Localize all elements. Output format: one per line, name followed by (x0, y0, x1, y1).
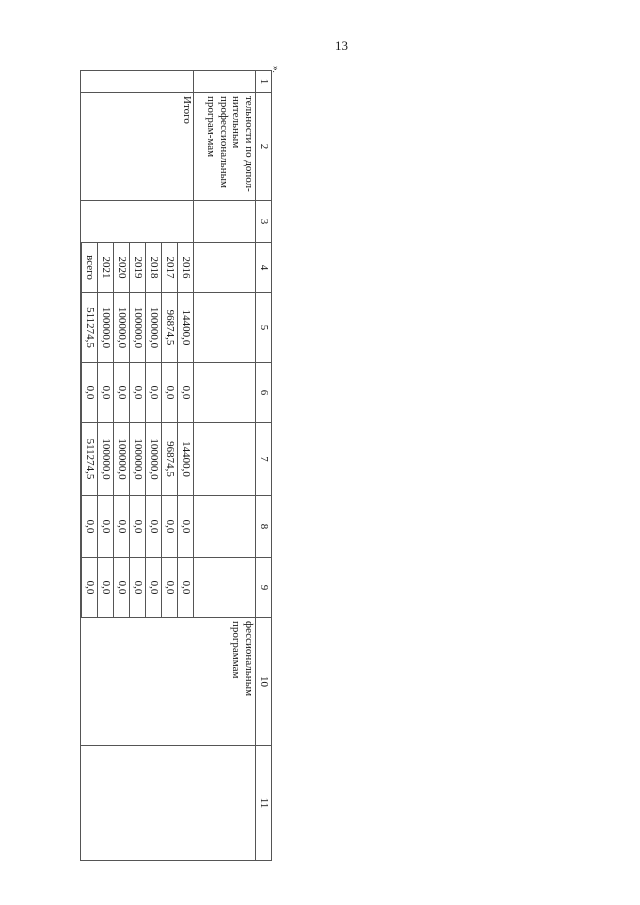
value-cell: 0,0 (130, 496, 146, 558)
page-number: 13 (335, 38, 348, 53)
value-cell: 0,0 (162, 558, 178, 618)
value-cell: 0,0 (178, 363, 194, 423)
total-label: Итого (81, 93, 194, 201)
value-cell: 100000,0 (114, 293, 130, 363)
value-cell: 0,0 (98, 558, 114, 618)
side-note: ». (271, 66, 281, 73)
col-number: 11 (256, 746, 272, 861)
value-cell: 0,0 (114, 363, 130, 423)
activity-description: тельности по допол-нительным профессиональным програм-мам (194, 93, 256, 201)
col-number: 3 (256, 201, 272, 243)
year-cell: 2021 (98, 243, 114, 293)
value-cell: 511274,5 (82, 423, 98, 496)
value-cell: 100000,0 (146, 293, 162, 363)
program-note: фессиональным программам (81, 618, 256, 746)
year-cell: 2017 (162, 243, 178, 293)
col-number: 1 (256, 71, 272, 93)
year-cell: 2016 (178, 243, 194, 293)
col-number: 9 (256, 558, 272, 618)
rotated-table-frame (83, 70, 272, 860)
value-cell: 100000,0 (98, 293, 114, 363)
col-number: 2 (256, 93, 272, 201)
value-cell: 100000,0 (130, 293, 146, 363)
col-number: 7 (256, 423, 272, 496)
value-cell: 96874,5 (162, 423, 178, 496)
value-cell: 0,0 (146, 496, 162, 558)
value-cell: 0,0 (114, 558, 130, 618)
value-cell: 0,0 (146, 363, 162, 423)
value-cell: 0,0 (130, 558, 146, 618)
value-cell: 511274,5 (82, 293, 98, 363)
value-cell: 100000,0 (130, 423, 146, 496)
value-cell: 0,0 (82, 496, 98, 558)
value-cell: 0,0 (162, 363, 178, 423)
value-cell: 0,0 (178, 496, 194, 558)
col-number: 10 (256, 618, 272, 746)
year-cell: 2018 (146, 243, 162, 293)
value-cell: 0,0 (98, 363, 114, 423)
column-number-row (256, 71, 272, 861)
col-number: 5 (256, 293, 272, 363)
col-number: 8 (256, 496, 272, 558)
value-cell: 0,0 (82, 558, 98, 618)
value-cell: 0,0 (130, 363, 146, 423)
year-cell: всего (82, 243, 98, 293)
value-cell: 14400,0 (178, 423, 194, 496)
year-cell: 2020 (114, 243, 130, 293)
value-cell: 14400,0 (178, 293, 194, 363)
value-cell: 0,0 (82, 363, 98, 423)
budget-table (80, 70, 272, 861)
value-cell: 0,0 (162, 496, 178, 558)
year-cell: 2019 (130, 243, 146, 293)
value-cell: 0,0 (114, 496, 130, 558)
value-cell: 0,0 (178, 558, 194, 618)
value-cell: 0,0 (98, 496, 114, 558)
value-cell: 100000,0 (114, 423, 130, 496)
table-row (194, 71, 256, 861)
col-number: 4 (256, 243, 272, 293)
value-cell: 100000,0 (98, 423, 114, 496)
col-number: 6 (256, 363, 272, 423)
value-cell: 100000,0 (146, 423, 162, 496)
value-cell: 0,0 (146, 558, 162, 618)
value-cell: 96874,5 (162, 293, 178, 363)
